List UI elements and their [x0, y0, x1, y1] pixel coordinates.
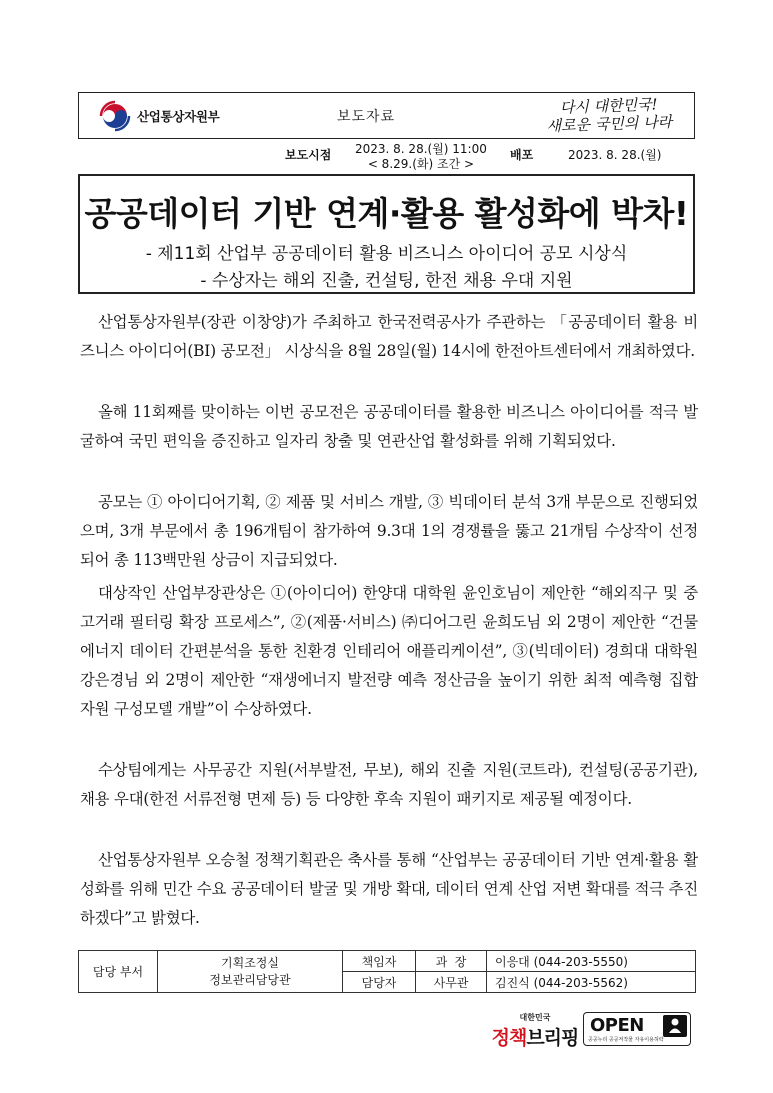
org-name: 산업통상자원부 — [137, 109, 220, 124]
briefing-small: 대한민국 — [519, 1013, 551, 1022]
release-time-note: < 8.29.(화) 조간 > — [367, 157, 475, 171]
release-time — [355, 142, 487, 172]
contact-table — [78, 950, 696, 993]
table-row — [79, 951, 696, 972]
distribution-label: 배포 — [510, 148, 534, 162]
subtitle-1: - 제11회 산업부 공공데이터 활용 비즈니스 아이디어 공모 시상식 — [145, 244, 628, 264]
distribution-date: 2023. 8. 28.(월) — [568, 148, 662, 162]
policy-briefing-logo — [490, 1012, 580, 1050]
ministry-logo — [99, 100, 219, 132]
open-license-logo — [583, 1012, 691, 1046]
title-box — [78, 174, 695, 294]
paragraph-text: 산업통상자원부(장관 이창양)가 주최하고 한국전력공사가 주관하는 「공공데이터 활용 비즈니스 아이디어(BI) 공모전」 시상식을 8월 28일(월) 14시에 한전아트센터에서 개최하였다. — [80, 313, 698, 360]
dept-name — [158, 951, 343, 993]
doc-type: 보도자료 — [337, 109, 396, 125]
briefing-part2: 브리핑 — [526, 1027, 579, 1049]
slogan-line2: 새로운 국민의 나라 — [546, 112, 673, 136]
briefing-part1: 정책 — [491, 1027, 527, 1049]
role1-title: 과 장 — [416, 951, 487, 972]
paragraph-text: 공모는 ① 아이디어기획, ② 제품 및 서비스 개발, ③ 빅데이터 분석 3개 부문으로 진행되었으며, 3개 부문에서 총 196개팀이 참가하여 9.3대 1의 경쟁률을 뚫고 21개팀 수상작이 선정되어 총 113백만원 상금이 지급되었다. — [80, 493, 698, 569]
body-paragraph-4 — [80, 579, 698, 724]
release-time-value: 2023. 8. 28.(월) 11:00 — [355, 142, 487, 156]
taegeuk-icon — [99, 100, 131, 132]
body-paragraph-2 — [80, 398, 698, 456]
press-header — [78, 92, 695, 139]
open-sub: 공공누리 공공저작물 자유이용허락 — [588, 1037, 664, 1043]
paragraph-text: 산업통상자원부 오승철 정책기획관은 축사를 통해 “산업부는 공공데이터 기반 연계·활용 활성화를 위해 민간 수요 공공데이터 발굴 및 개방 확대, 데이터 연계 산업 저변 확대를 적극 추진하겠다”고 밝혔다. — [80, 851, 698, 927]
role1-person: 이응대 (044-203-5550) — [487, 951, 696, 972]
dept-name-2: 정보관리담당관 — [209, 972, 291, 987]
paragraph-text: 대상작인 산업부장관상은 ①(아이디어) 한양대 대학원 윤인호님이 제안한 “해외직구 및 중고거래 필터링 확장 프로세스”, ②(제품·서비스) ㈜디어그린 윤희도님 외 2명이 제안한 “건물에너지 데이터 간편분석을 통한 친환경 인테리어 애플리케이션”, ③(빅데이터) 경희대 대학원 강은경님 외 2명이 제안한 “재생에너지 발전량 예측 정산금을 높이기 위한 최적 예측형 집합 자원 구성모델 개발”이 수상하였다. — [80, 584, 698, 718]
slogan — [533, 94, 684, 135]
body-paragraph-5 — [80, 756, 698, 814]
dept-name-1: 기획조정실 — [221, 955, 279, 970]
paragraph-text: 수상팀에게는 사무공간 지원(서부발전, 무보), 해외 진출 지원(코트라), 컨설팅(공공기관), 채용 우대(한전 서류전형 면제 등) 등 다양한 후속 지원이 패키지로 제공될 예정이다. — [80, 761, 698, 808]
body-paragraph-1 — [80, 308, 698, 366]
dept-label: 담당 부서 — [79, 951, 158, 993]
body-paragraph-6 — [80, 846, 698, 933]
body-paragraph-3 — [80, 488, 698, 575]
subtitle-2: - 수상자는 해외 진출, 컨설팅, 한전 채용 우대 지원 — [200, 271, 573, 291]
slogan-line1: 다시 대한민국! — [559, 95, 658, 117]
role2-label: 담당자 — [343, 972, 416, 993]
role1-label: 책임자 — [343, 951, 416, 972]
main-title: 공공데이터 기반 연계·활용 활성화에 박차! — [84, 194, 689, 233]
person-badge-icon — [663, 1015, 687, 1037]
role2-title: 사무관 — [416, 972, 487, 993]
paragraph-text: 올해 11회째를 맞이하는 이번 공모전은 공공데이터를 활용한 비즈니스 아이디어를 적극 발굴하여 국민 편익을 증진하고 일자리 창출 및 연관산업 활성화를 위해 기획되었다. — [80, 403, 698, 450]
open-text: OPEN — [590, 1015, 644, 1036]
briefing-big — [490, 1023, 580, 1050]
role2-person: 김진식 (044-203-5562) — [487, 972, 696, 993]
release-time-label: 보도시점 — [285, 148, 332, 162]
